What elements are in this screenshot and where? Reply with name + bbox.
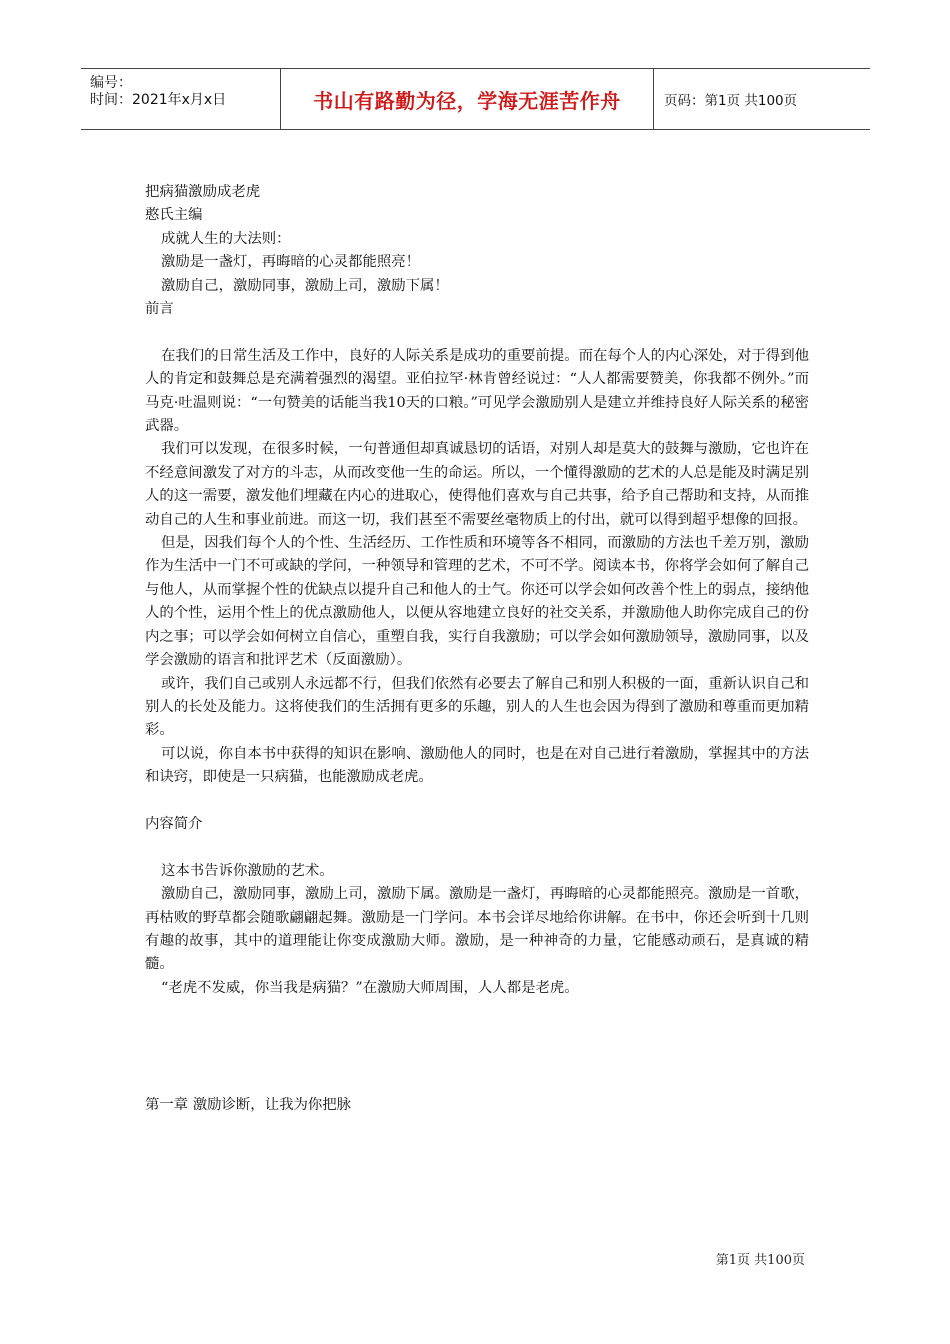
document-body <box>145 181 809 1117</box>
preface-paragraph: 但是，因我们每个人的个性、生活经历、工作性质和环境等各不相同，而激励的方法也千差万别，激励作为生活中一门不可或缺的学问，一种领导和管理的艺术，不可不学。阅读本书，你将学会如何了解自己与他人，从而掌握个性的优缺点以提升自己和他人的士气。你还可以学会如何改善个性上的弱点，接纳他人的个性，运用个性上的优点激励他人，以便从容地建立良好的社交关系，并激励他人助你完成自己的份内之事；可以学会如何树立自信心，重塑自我，实行自我激励；可以学会如何激励领导，激励同事，以及学会激励的语言和批评艺术（反面激励）。 <box>145 535 809 669</box>
tagline-2: 激励是一盏灯，再晦暗的心灵都能照亮！ <box>161 254 421 271</box>
tagline-3: 激励自己，激励同事，激励上司，激励下属！ <box>161 277 449 294</box>
summary-paragraph: 这本书告诉你激励的艺术。 <box>161 862 334 879</box>
page-info: 页码：第1页 共100页 <box>664 93 798 109</box>
motto-text: 书山有路勤为径，学海无涯苦作舟 <box>313 88 621 113</box>
header-motto-cell <box>281 69 654 129</box>
header-meta-cell <box>81 69 281 129</box>
chapter-heading: 第一章 激励诊断，让我为你把脉 <box>145 1096 352 1113</box>
preface-paragraph: 在我们的日常生活及工作中，良好的人际关系是成功的重要前提。而在每个人的内心深处，对于得到他人的肯定和鼓舞总是充满着强烈的渴望。亚伯拉罕·林肯曾经说过：“人人都需要赞美，你我都不例外。”而马克·吐温则说：“一句赞美的话能当我10天的口粮。”可见学会激励别人是建立并维持良好人际关系的秘密武器。 <box>145 347 809 435</box>
spacer <box>145 790 809 813</box>
spacer <box>145 836 809 859</box>
spacer <box>145 321 809 344</box>
book-title: 把病猫激励成老虎 <box>145 184 261 200</box>
number-label: 编号： <box>90 75 132 91</box>
header-page-cell <box>654 69 870 129</box>
time-label: 时间：2021年x月x日 <box>90 92 227 108</box>
header-table <box>81 68 870 130</box>
preface-paragraph: 或许，我们自己或别人永远都不行，但我们依然有必要去了解自己和别人积极的一面，重新认识自己和别人的长处及能力。这将使我们的生活拥有更多的乐趣，别人的人生也会因为得到了激励和尊重而更加精彩。 <box>145 675 809 739</box>
spacer <box>145 1000 809 1094</box>
page-footer: 第1页 共100页 <box>715 1253 805 1268</box>
preface-heading: 前言 <box>145 301 174 318</box>
summary-paragraph: 激励自己，激励同事，激励上司，激励下属。激励是一盏灯，再晦暗的心灵都能照亮。激励是一首歌，再枯败的野草都会随歌翩翩起舞。激励是一门学问。本书会详尽地给你讲解。在书中，你还会听到十几则有趣的故事，其中的道理能让你变成激励大师。激励，是一种神奇的力量，它能感动顽石，是真诚的精髓。 <box>145 886 809 973</box>
editor-line: 憨氏主编 <box>145 207 203 224</box>
preface-paragraph: 我们可以发现，在很多时候，一句普通但却真诚恳切的话语，对别人却是莫大的鼓舞与激励，它也许在不经意间激发了对方的斗志，从而改变他一生的命运。所以，一个懂得激励的艺术的人总是能及时满足别人的这一需要，激发他们埋藏在内心的进取心，使得他们喜欢与自己共事，给予自己帮助和支持，从而推动自己的人生和事业前进。而这一切，我们甚至不需要丝毫物质上的付出，就可以得到超乎想像的回报。 <box>145 441 809 528</box>
summary-paragraph: “老虎不发威，你当我是病猫？”在激励大师周围，人人都是老虎。 <box>161 979 579 996</box>
tagline-1: 成就人生的大法则： <box>161 230 291 247</box>
preface-paragraph: 可以说，你自本书中获得的知识在影响、激励他人的同时，也是在对自己进行着激励，掌握其中的方法和诀窍，即使是一只病猫，也能激励成老虎。 <box>145 745 809 786</box>
summary-heading: 内容简介 <box>145 815 203 832</box>
